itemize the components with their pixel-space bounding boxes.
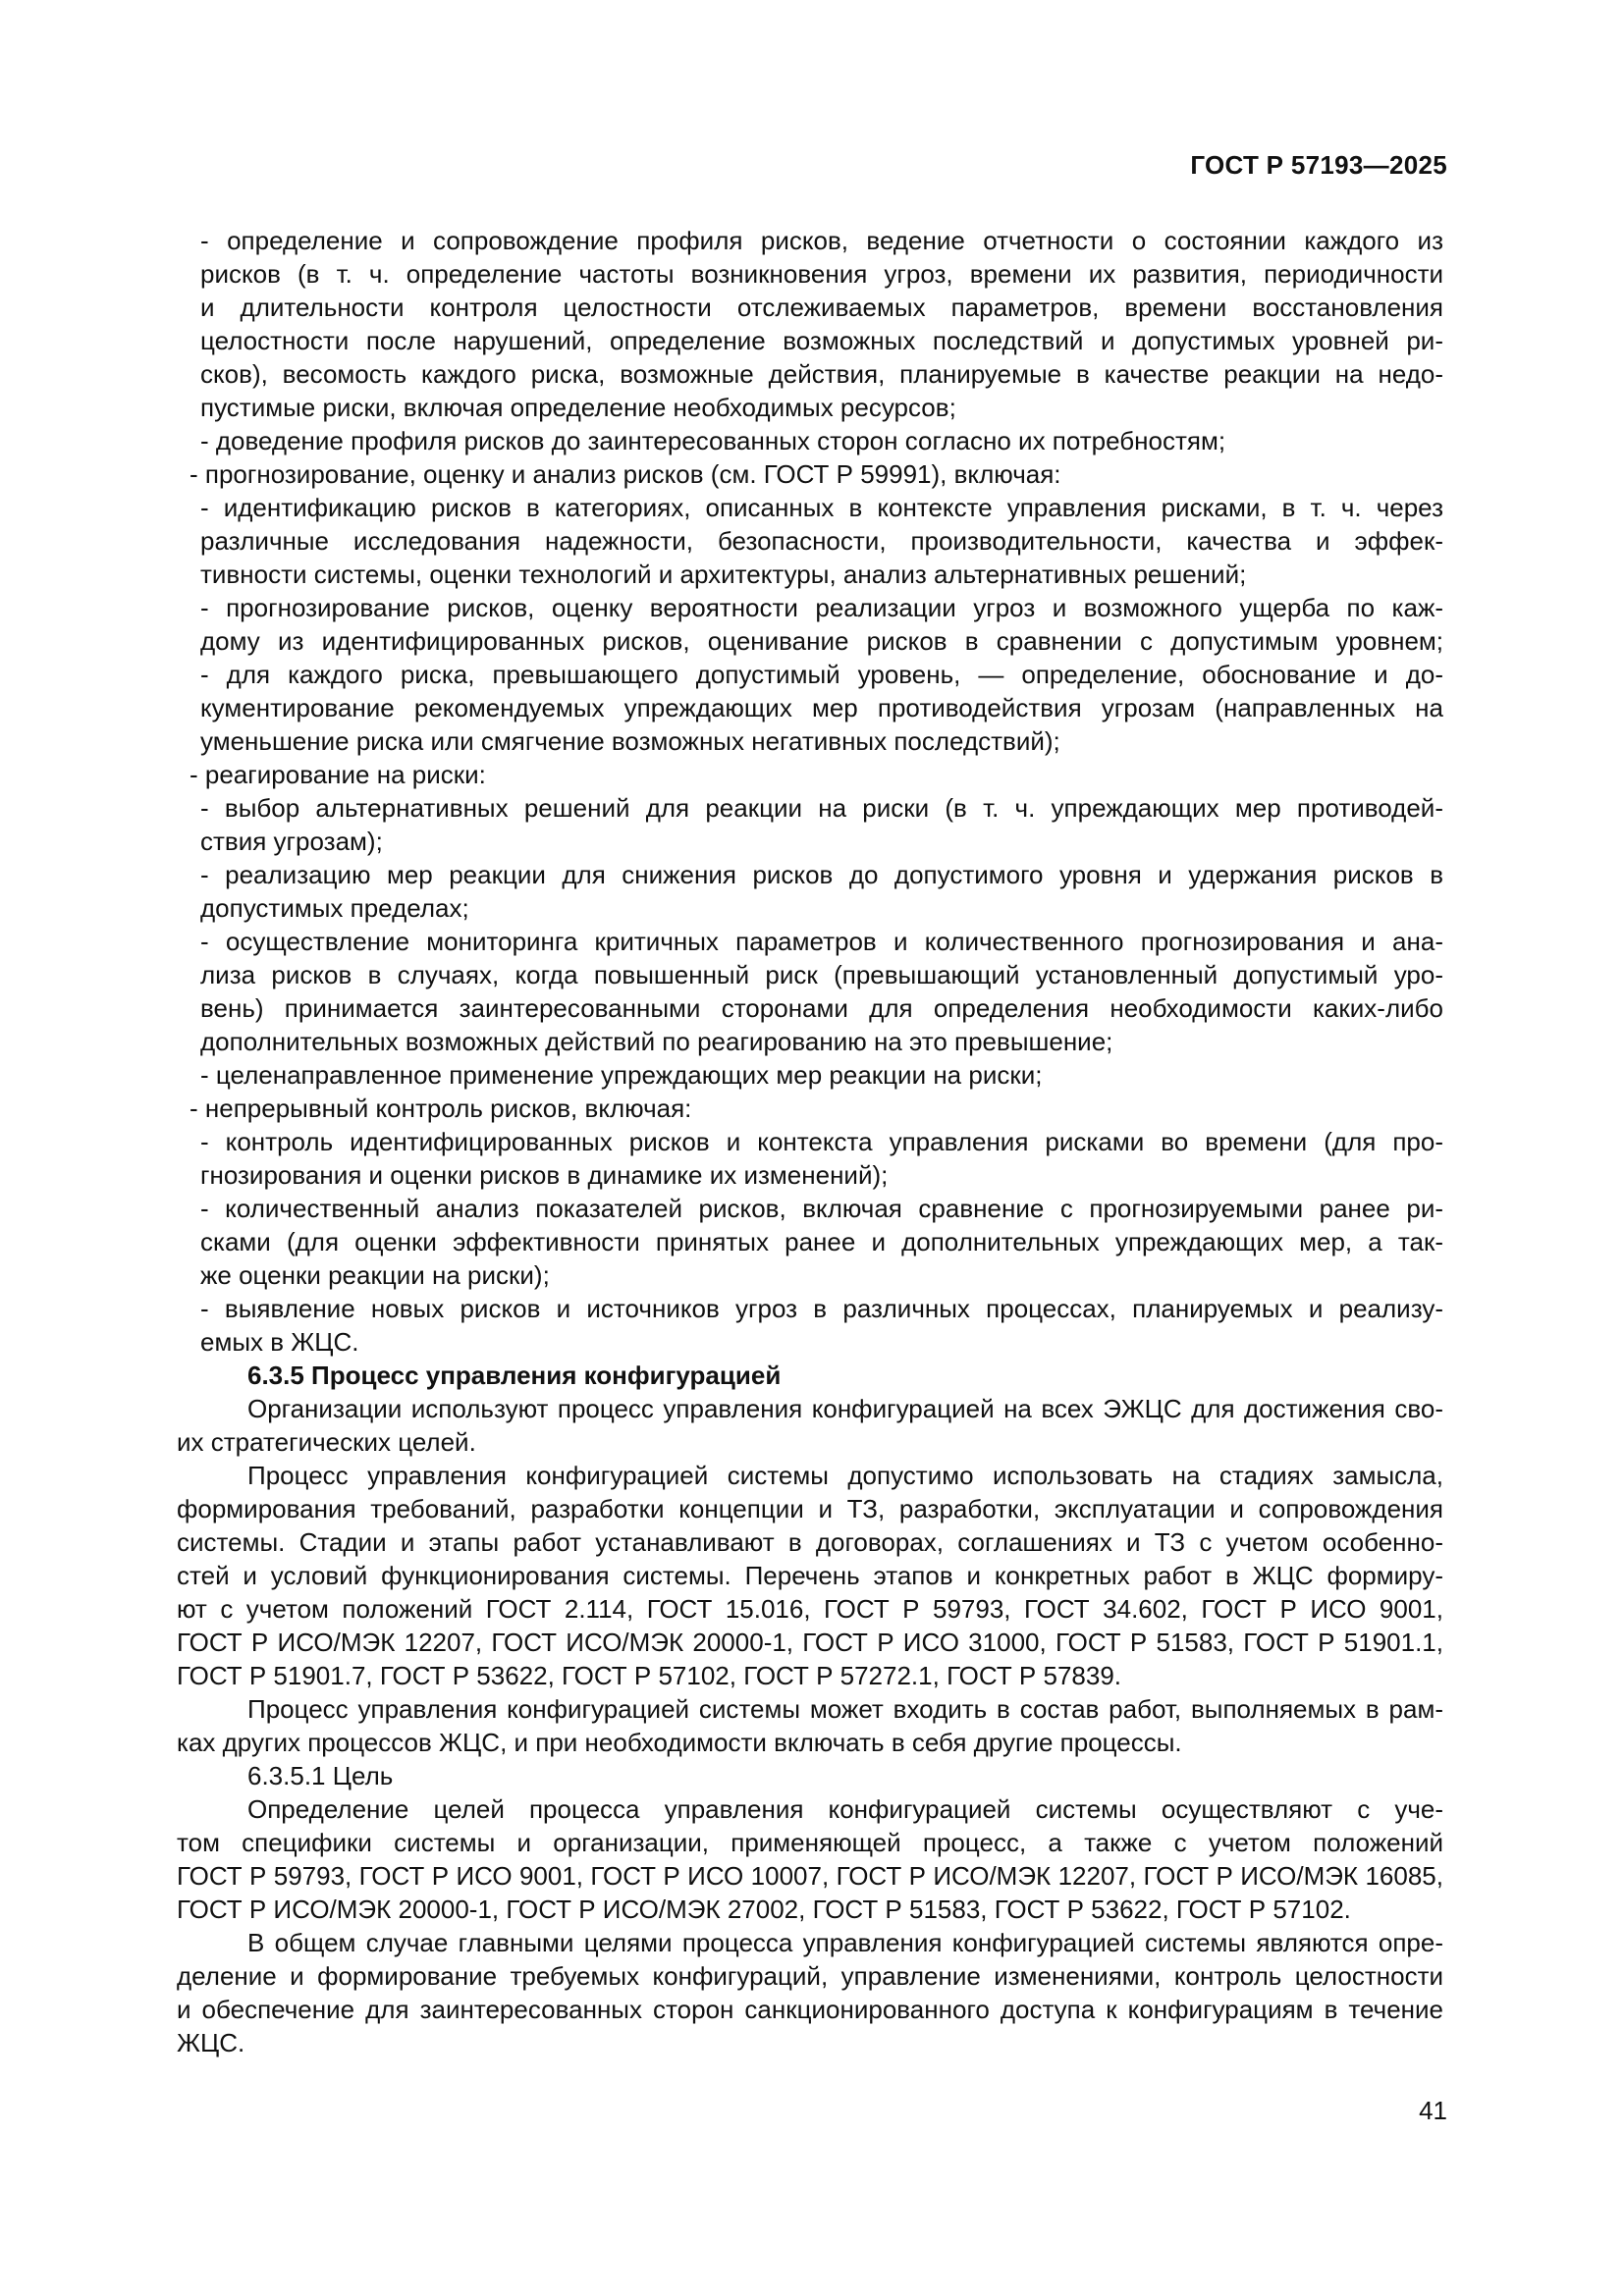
text-line: деление и формирование требуемых конфигураций, управление изменениями, контроль целостности <box>177 1961 1443 1991</box>
text-line: - целенаправленное применение упреждающих мер реакции на риски; <box>200 1060 1043 1090</box>
text-line: гнозирования и оценки рисков в динамике их изменений); <box>200 1160 889 1190</box>
text-line: - выбор альтернативных решений для реакции на риски (в т. ч. упреждающих мер противодей- <box>200 793 1443 823</box>
text-line: целостности после нарушений, определение возможных последствий и допустимых уровней ри- <box>200 326 1443 355</box>
text-line: - доведение профиля рисков до заинтересованных сторон согласно их потребностям; <box>200 426 1226 455</box>
text-line: - прогнозирование, оценку и анализ рисков (см. ГОСТ Р 59991), включая: <box>189 459 1061 489</box>
text-line: тивности системы, оценки технологий и архитектуры, анализ альтернативных решений; <box>200 560 1247 589</box>
text-line: стей и условий функционирования системы. Перечень этапов и конкретных работ в ЖЦС формиру- <box>177 1561 1443 1590</box>
text-line: ствия угрозам); <box>200 827 383 856</box>
text-line: вень) принимается заинтересованными сторонами для определения необходимости каких-либо <box>200 993 1443 1023</box>
text-line: ЖЦС. <box>177 2028 245 2057</box>
text-line: ГОСТ Р 51901.7, ГОСТ Р 53622, ГОСТ Р 57102, ГОСТ Р 57272.1, ГОСТ Р 57839. <box>177 1661 1122 1690</box>
text-line: - выявление новых рисков и источников угроз в различных процессах, планируемых и реализу- <box>200 1294 1443 1323</box>
document-code-header: ГОСТ Р 57193—2025 <box>1190 150 1447 180</box>
text-line: Определение целей процесса управления конфигурацией системы осуществляют с уче- <box>247 1794 1443 1824</box>
text-line: емых в ЖЦС. <box>200 1327 359 1357</box>
text-line: лиза рисков в случаях, когда повышенный риск (превышающий установленный допустимый уро- <box>200 960 1443 989</box>
text-line: - реализацию мер реакции для снижения рисков до допустимого уровня и удержания рисков в <box>200 860 1443 889</box>
text-line: - контроль идентифицированных рисков и контекста управления рисками во времени (для про- <box>200 1127 1443 1156</box>
text-line: - для каждого риска, превышающего допустимый уровень, — определение, обоснование и до- <box>200 660 1443 689</box>
text-line: ГОСТ Р 59793, ГОСТ Р ИСО 9001, ГОСТ Р ИСО 10007, ГОСТ Р ИСО/МЭК 12207, ГОСТ Р ИСО/МЭК 16085, <box>177 1861 1443 1891</box>
text-line: - непрерывный контроль рисков, включая: <box>189 1094 692 1123</box>
text-line: - количественный анализ показателей рисков, включая сравнение с прогнозируемыми ранее ри- <box>200 1194 1443 1223</box>
text-line: дому из идентифицированных рисков, оценивание рисков в сравнении с допустимым уровнем; <box>200 626 1443 656</box>
text-line: 6.3.5.1 Цель <box>247 1761 394 1790</box>
text-line: допустимых пределах; <box>200 893 469 923</box>
text-line: дополнительных возможных действий по реагированию на это превышение; <box>200 1027 1113 1056</box>
section-heading: 6.3.5 Процесс управления конфигурацией <box>247 1361 782 1390</box>
text-line: рисков (в т. ч. определение частоты возникновения угроз, времени их развития, периодичности <box>200 259 1443 289</box>
text-line: уменьшение риска или смягчение возможных негативных последствий); <box>200 726 1060 756</box>
text-line: В общем случае главными целями процесса управления конфигурацией системы являются опре- <box>247 1928 1443 1957</box>
text-line: и обеспечение для заинтересованных сторон санкционированного доступа к конфигурациям в течение <box>177 1995 1443 2024</box>
document-body <box>177 224 1443 2059</box>
text-line: - осуществление мониторинга критичных параметров и количественного прогнозирования и ана- <box>200 927 1443 956</box>
text-line: пустимые риски, включая определение необходимых ресурсов; <box>200 393 956 422</box>
text-line: - реагирование на риски: <box>189 760 486 789</box>
text-line: Организации используют процесс управления конфигурацией на всех ЭЖЦС для достижения сво- <box>247 1394 1443 1423</box>
text-line: сков), весомость каждого риска, возможные действия, планируемые в качестве реакции на недо- <box>200 359 1443 389</box>
text-line: том специфики системы и организации, применяющей процесс, а также с учетом положений <box>177 1828 1443 1857</box>
text-line: системы. Стадии и этапы работ устанавливают в договорах, соглашениях и ТЗ с учетом особенно- <box>177 1527 1443 1557</box>
text-line: и длительности контроля целостности отслеживаемых параметров, времени восстановления <box>200 293 1443 322</box>
text-line: ГОСТ Р ИСО/МЭК 20000-1, ГОСТ Р ИСО/МЭК 27002, ГОСТ Р 51583, ГОСТ Р 53622, ГОСТ Р 57102. <box>177 1895 1351 1924</box>
text-line: - прогнозирование рисков, оценку вероятности реализации угроз и возможного ущерба по каж- <box>200 593 1443 622</box>
page-number: 41 <box>1419 2096 1447 2125</box>
text-line: их стратегических целей. <box>177 1427 476 1457</box>
text-line: различные исследования надежности, безопасности, производительности, качества и эффек- <box>200 526 1443 556</box>
text-line: ГОСТ Р ИСО/МЭК 12207, ГОСТ ИСО/МЭК 20000-1, ГОСТ Р ИСО 31000, ГОСТ Р 51583, ГОСТ Р 51901.1, <box>177 1628 1443 1657</box>
text-line: же оценки реакции на риски); <box>200 1260 550 1290</box>
text-line: ках других процессов ЖЦС, и при необходимости включать в себя другие процессы. <box>177 1728 1182 1757</box>
text-line: - определение и сопровождение профиля рисков, ведение отчетности о состоянии каждого из <box>200 226 1443 255</box>
text-line: Процесс управления конфигурацией системы допустимо использовать на стадиях замысла, <box>247 1461 1443 1490</box>
text-line: - идентификацию рисков в категориях, описанных в контексте управления рисками, в т. ч. через <box>200 493 1443 522</box>
text-line: ют с учетом положений ГОСТ 2.114, ГОСТ 15.016, ГОСТ Р 59793, ГОСТ 34.602, ГОСТ Р ИСО 9001, <box>177 1594 1443 1624</box>
text-line: формирования требований, разработки концепции и ТЗ, разработки, эксплуатации и сопровождения <box>177 1494 1443 1523</box>
text-line: Процесс управления конфигурацией системы может входить в состав работ, выполняемых в рам- <box>247 1694 1443 1724</box>
text-line: кументирование рекомендуемых упреждающих мер противодействия угрозам (направленных на <box>200 693 1443 722</box>
text-line: сками (для оценки эффективности принятых ранее и дополнительных упреждающих мер, а так- <box>200 1227 1443 1256</box>
